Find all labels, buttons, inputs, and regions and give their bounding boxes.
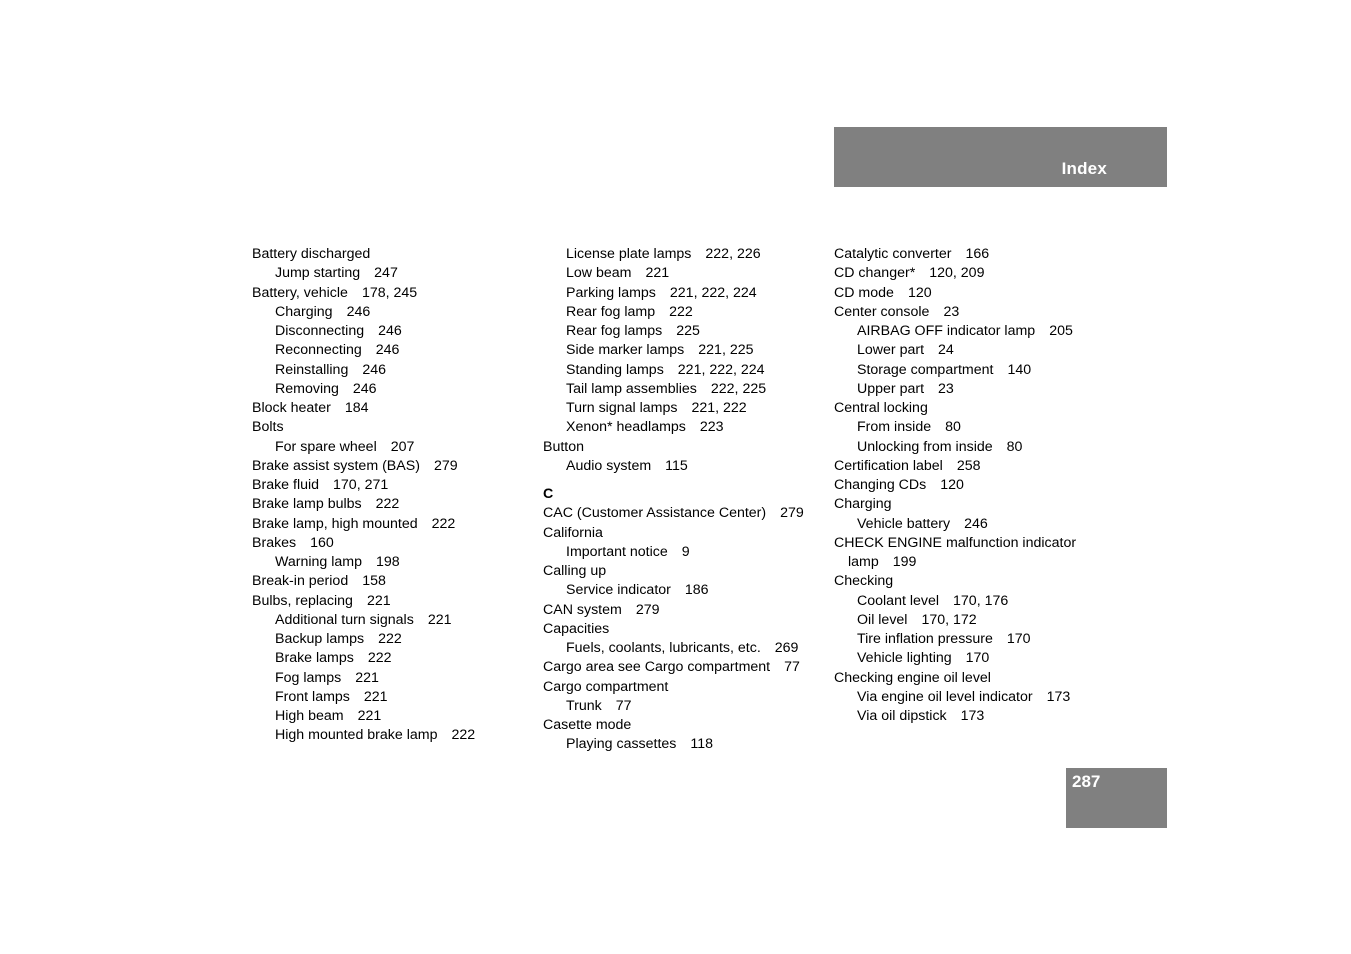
index-term: Brake lamp bulbs — [252, 496, 362, 513]
index-entry — [252, 457, 532, 476]
index-subentry — [543, 399, 823, 418]
index-term: Unlocking from inside — [857, 438, 993, 455]
index-term: CHECK ENGINE malfunction indicator — [834, 534, 1077, 551]
index-subentry — [834, 361, 1114, 380]
index-page-ref: 186 — [684, 582, 709, 599]
index-entry — [252, 534, 532, 553]
index-page-ref: 170, 176 — [953, 592, 1009, 609]
index-subentry — [252, 264, 532, 283]
index-subentry — [252, 630, 532, 649]
index-subentry — [543, 245, 823, 264]
index-page-ref: 246 — [964, 515, 988, 532]
index-term: Backup lamps — [275, 631, 365, 647]
index-term: Changing CDs — [834, 477, 927, 493]
index-entry — [543, 716, 823, 735]
index-page-ref: 222 — [375, 496, 400, 513]
index-entry — [834, 534, 1114, 553]
index-term: High mounted brake lamp — [275, 727, 438, 744]
index-page-ref: 23 — [938, 380, 954, 397]
index-term: Button — [543, 438, 585, 455]
section-header-bar — [834, 127, 1167, 187]
section-title: Index — [1061, 159, 1107, 178]
index-entry — [252, 476, 532, 495]
index-subentry — [252, 322, 532, 341]
index-subentry — [252, 649, 532, 668]
index-term: Low beam — [566, 265, 632, 282]
index-subentry — [834, 611, 1114, 630]
index-page-ref: 258 — [956, 457, 981, 474]
index-subentry — [543, 581, 823, 600]
index-term: Fog lamps — [275, 669, 342, 686]
index-letter-heading — [543, 485, 823, 504]
index-term: Brake lamps — [275, 650, 354, 667]
index-term: Important notice — [566, 543, 668, 560]
index-page-ref: 221 — [366, 592, 391, 609]
index-page-ref: 199 — [892, 554, 917, 570]
page-number: 287 — [1072, 772, 1101, 791]
index-page-ref: 158 — [362, 573, 386, 590]
index-term: Brakes — [252, 534, 297, 551]
index-entry — [834, 303, 1114, 322]
index-page-ref: 205 — [1049, 323, 1073, 339]
index-column-3 — [834, 245, 1114, 726]
index-subentry — [252, 611, 532, 630]
page-number-tab — [1066, 768, 1167, 828]
index-term: CAC (Customer Assistance Center) — [543, 505, 767, 522]
index-page-ref: 221, 225 — [698, 342, 754, 359]
index-entry — [543, 620, 823, 639]
index-subentry — [543, 361, 823, 380]
index-entry — [543, 504, 823, 523]
index-column-2 — [543, 245, 823, 755]
index-entry — [252, 495, 532, 514]
index-term: Reconnecting — [275, 342, 362, 359]
index-page-ref: 222 — [669, 303, 693, 320]
index-page-ref: 221, 222 — [691, 400, 747, 416]
index-entry — [252, 592, 532, 611]
index-page-ref: 221, 222, 224 — [677, 361, 765, 378]
index-subentry — [543, 457, 823, 476]
index-entry — [834, 284, 1114, 303]
index-subentry — [834, 707, 1114, 726]
index-subentry — [252, 438, 532, 457]
index-subentry — [543, 418, 823, 437]
index-page-ref: 115 — [665, 457, 688, 474]
index-entry — [834, 669, 1114, 688]
index-term: Bolts — [252, 419, 284, 436]
index-page-ref: 207 — [390, 438, 415, 455]
index-entry — [834, 264, 1114, 283]
index-page-ref: 223 — [699, 419, 724, 436]
index-term: Vehicle battery — [857, 515, 951, 532]
index-page-ref: 222, 226 — [705, 246, 761, 262]
index-entry — [834, 457, 1114, 476]
index-term: Rear fog lamps — [566, 323, 663, 339]
index-subentry — [252, 341, 532, 360]
index-term: Disconnecting — [275, 323, 365, 339]
index-term: Lower part — [857, 342, 925, 359]
index-term: CD mode — [834, 284, 894, 301]
index-term: Rear fog lamp — [566, 303, 656, 320]
index-subentry — [252, 303, 532, 322]
index-term: Service indicator — [566, 582, 671, 599]
index-page-ref: 246 — [378, 323, 402, 339]
index-page-ref: 246 — [375, 342, 400, 359]
index-subentry — [543, 322, 823, 341]
index-term: CAN system — [543, 601, 622, 618]
index-term: C — [543, 486, 554, 502]
index-term: Catalytic converter — [834, 246, 952, 262]
index-term: Trunk — [566, 697, 602, 714]
index-entry — [834, 476, 1114, 495]
index-term: From inside — [857, 419, 932, 436]
index-subentry — [543, 264, 823, 283]
index-term: California — [543, 524, 603, 541]
index-term: Reinstalling — [275, 361, 349, 378]
index-page-ref: 166 — [965, 246, 990, 262]
index-entry — [543, 658, 823, 677]
index-term: Jump starting — [275, 265, 361, 282]
index-term: Block heater — [252, 400, 331, 416]
index-term: Coolant level — [857, 592, 940, 609]
index-page-ref: 279 — [635, 601, 660, 618]
index-subentry — [543, 284, 823, 303]
index-term: Standing lamps — [566, 361, 664, 378]
index-term: Checking engine oil level — [834, 669, 991, 686]
index-term: Cargo area see Cargo compartment — [543, 659, 771, 676]
index-page-ref: 9 — [681, 543, 690, 560]
index-page-ref: 140 — [1007, 361, 1032, 378]
index-term: Center console — [834, 303, 930, 320]
index-page-ref: 221, 222, 224 — [669, 284, 757, 301]
index-term: Battery, vehicle — [252, 284, 348, 301]
index-term: Brake assist system (BAS) — [252, 457, 420, 474]
index-term: Additional turn signals — [275, 611, 414, 628]
index-subentry — [834, 341, 1114, 360]
index-term: Central locking — [834, 400, 928, 416]
index-entry — [252, 418, 532, 437]
index-subentry — [834, 630, 1114, 649]
index-entry — [252, 515, 532, 534]
index-subentry — [543, 697, 823, 716]
index-page-ref: 120 — [907, 284, 932, 301]
index-page-ref: 170, 172 — [921, 611, 977, 628]
index-page-ref: 173 — [960, 708, 985, 724]
index-term: Warning lamp — [275, 554, 362, 570]
index-term: Vehicle lighting — [857, 650, 952, 667]
index-term: Parking lamps — [566, 284, 656, 301]
index-page-ref: 222 — [431, 515, 456, 532]
index-term: Playing cassettes — [566, 736, 677, 753]
index-page-ref: 118 — [690, 736, 714, 753]
index-page-ref: 221 — [357, 708, 382, 724]
index-term: lamp — [848, 554, 879, 570]
index-entry — [543, 562, 823, 581]
index-page-ref: 246 — [362, 361, 387, 378]
index-subentry — [834, 418, 1114, 437]
index-term: Battery discharged — [252, 246, 371, 262]
index-term: Side marker lamps — [566, 342, 685, 359]
index-entry — [252, 284, 532, 303]
index-page-ref: 80 — [945, 419, 961, 436]
index-page-ref: 77 — [615, 697, 632, 714]
index-page-ref: 221 — [363, 688, 388, 705]
index-term: Cargo compartment — [543, 678, 669, 695]
index-subentry — [252, 688, 532, 707]
index-term: Charging — [834, 496, 892, 513]
index-page-ref: 221 — [427, 611, 452, 628]
index-page-ref: 120 — [940, 477, 964, 493]
index-page-ref: 246 — [346, 303, 371, 320]
index-page-ref: 120, 209 — [929, 265, 985, 282]
index-subentry — [252, 553, 532, 572]
index-entry — [543, 438, 823, 457]
index-subentry — [834, 688, 1114, 707]
index-entry — [834, 399, 1114, 418]
index-term: Audio system — [566, 457, 652, 474]
index-page-ref: 77 — [784, 659, 800, 676]
index-term: Upper part — [857, 380, 925, 397]
index-page-ref: 225 — [676, 323, 700, 339]
index-entry — [252, 572, 532, 591]
index-entry — [834, 495, 1114, 514]
index-entry — [543, 601, 823, 620]
index-page-ref: 24 — [938, 342, 954, 359]
index-page-ref: 279 — [433, 457, 458, 474]
index-term: Oil level — [857, 611, 908, 628]
index-term: Xenon* headlamps — [566, 419, 686, 436]
index-page-ref: 279 — [780, 505, 804, 522]
index-page-ref: 170 — [1006, 631, 1031, 647]
index-subentry — [834, 649, 1114, 668]
index-page-ref: 23 — [943, 303, 960, 320]
index-term: Certification label — [834, 457, 943, 474]
index-term: Checking — [834, 573, 894, 590]
index-term: For spare wheel — [275, 438, 377, 455]
index-term: CD changer* — [834, 265, 916, 282]
index-term: Brake lamp, high mounted — [252, 515, 418, 532]
index-subentry — [834, 438, 1114, 457]
index-page-ref: 198 — [376, 554, 400, 570]
index-page-ref: 184 — [344, 400, 369, 416]
index-page-ref: 160 — [310, 534, 334, 551]
index-subentry — [543, 341, 823, 360]
index-term: AIRBAG OFF indicator lamp — [857, 323, 1036, 339]
index-term: Storage compartment — [857, 361, 994, 378]
index-page-ref: 178, 245 — [361, 284, 418, 301]
index-page-ref: 170 — [965, 650, 990, 667]
index-term: High beam — [275, 708, 344, 724]
index-entry — [543, 678, 823, 697]
index-subentry — [252, 726, 532, 745]
index-page-ref: 247 — [374, 265, 398, 282]
index-entry — [543, 524, 823, 543]
index-entry — [252, 245, 532, 264]
index-term: Via oil dipstick — [857, 708, 947, 724]
index-term: Tail lamp assemblies — [566, 380, 697, 397]
index-page-ref: 222 — [451, 727, 476, 744]
index-subentry — [543, 735, 823, 754]
index-subentry — [543, 380, 823, 399]
index-entry — [834, 572, 1114, 591]
index-subentry — [834, 322, 1114, 341]
index-term: Break-in period — [252, 573, 349, 590]
index-term: Casette mode — [543, 717, 632, 733]
index-term: Via engine oil level indicator — [857, 688, 1033, 705]
index-term: Brake fluid — [252, 477, 320, 493]
index-page-ref: 222 — [367, 650, 392, 667]
index-page-ref: 246 — [352, 380, 377, 397]
index-term: Bulbs, replacing — [252, 592, 353, 609]
index-page-ref: 269 — [774, 640, 799, 656]
index-page-ref: 221 — [355, 669, 379, 686]
index-subentry — [543, 543, 823, 562]
index-term: Capacities — [543, 620, 610, 637]
index-term: Front lamps — [275, 688, 350, 705]
index-term: License plate lamps — [566, 246, 692, 262]
index-term: Fuels, coolants, lubricants, etc. — [566, 640, 761, 656]
index-page-ref: 221 — [645, 265, 670, 282]
index-entry — [252, 399, 532, 418]
index-page-ref: 173 — [1046, 688, 1071, 705]
index-subentry — [834, 592, 1114, 611]
index-page-ref: 170, 271 — [333, 477, 389, 493]
index-term: Calling up — [543, 563, 607, 579]
index-term: Tire inflation pressure — [857, 631, 993, 647]
index-term: Removing — [275, 380, 339, 397]
index-subentry — [834, 380, 1114, 399]
index-term: Charging — [275, 303, 333, 320]
index-page-ref: 80 — [1006, 438, 1023, 455]
index-subentry — [543, 303, 823, 322]
index-entry — [834, 553, 1114, 572]
index-subentry — [252, 361, 532, 380]
index-page-ref: 222, 225 — [710, 380, 767, 397]
index-subentry — [252, 669, 532, 688]
index-column-1 — [252, 245, 532, 746]
index-subentry — [834, 515, 1114, 534]
index-subentry — [252, 707, 532, 726]
index-entry — [834, 245, 1114, 264]
index-subentry — [543, 639, 823, 658]
index-term: Turn signal lamps — [566, 400, 678, 416]
index-subentry — [252, 380, 532, 399]
index-page-ref: 222 — [378, 631, 402, 647]
